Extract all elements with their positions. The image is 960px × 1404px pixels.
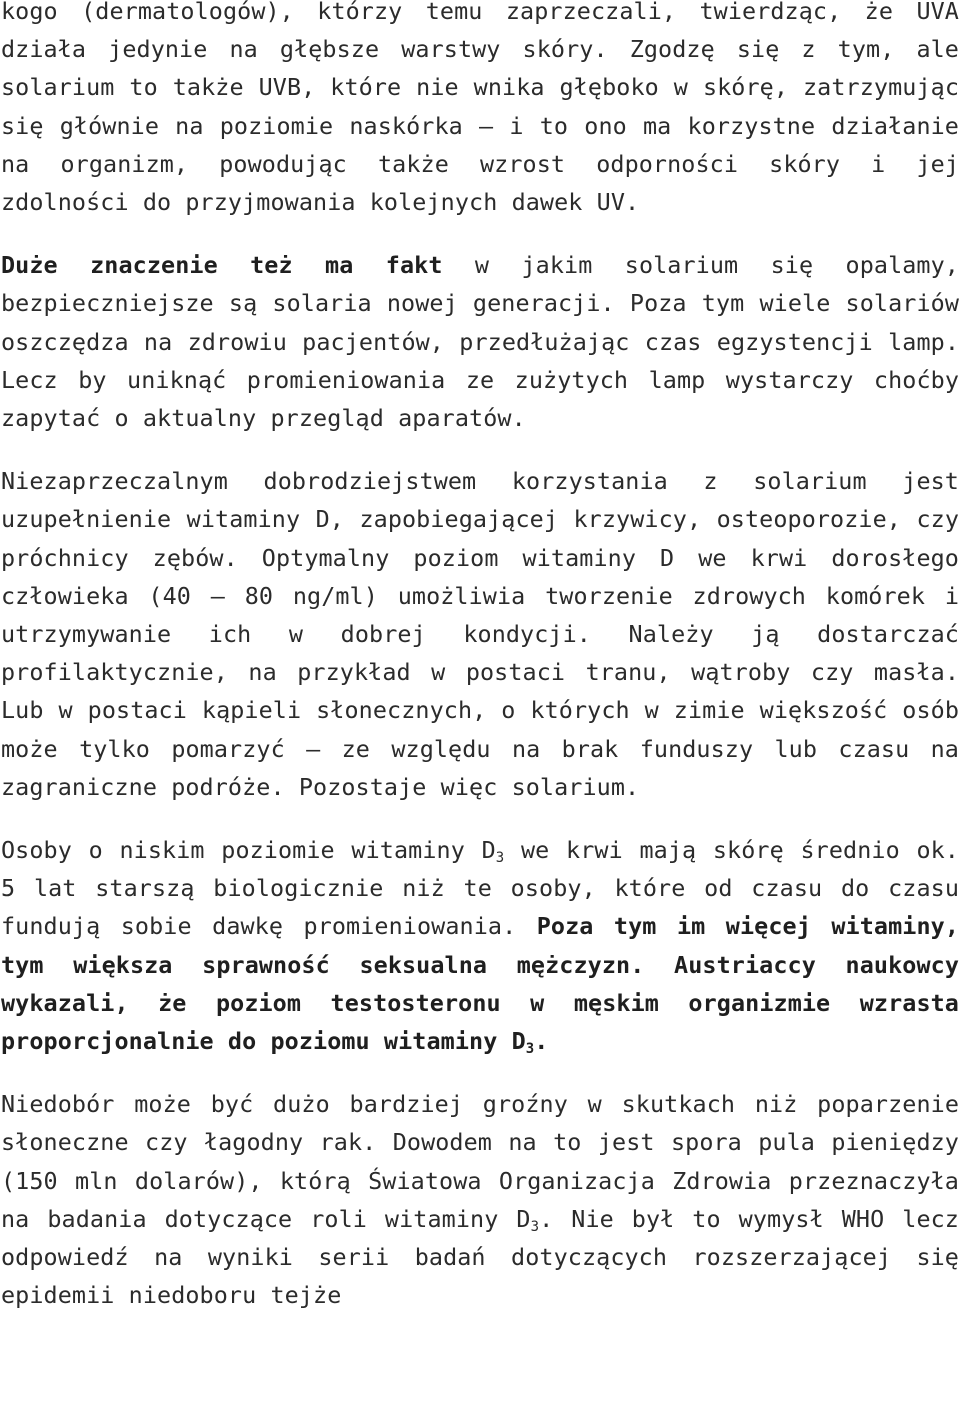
text-segment: kogo (dermatologów), którzy temu zaprzeczali, twierdząc, że UVA działa jedynie na głębsze warstwy skóry. Zgodzę się z tym, ale solarium to także UVB, które nie wnika głęboko w skórę, zatrzymując się głównie na poziomie naskórka – i to ono ma korzystne działanie na organizm, powodując także wzrost odporności skóry i jej zdolności do przyjmowania kolejnych dawek UV. <box>1 0 959 217</box>
bold-text-segment: Duże znaczenie też ma fakt <box>1 251 443 280</box>
paragraph <box>1 246 959 437</box>
article-body <box>1 0 959 1315</box>
paragraph <box>1 1085 959 1314</box>
subscript: 3 <box>525 1041 535 1058</box>
text-segment: Niedobór może być dużo bardziej groźny w skutkach niż poparzenie słoneczne czy łagodny rak. Dowodem na to jest spora pula pieniędzy (150 mln dolarów), którą Światowa Organizacja Zdrowia przeznaczyła na badania dotyczące roli witaminy D <box>1 1090 959 1233</box>
text-segment: w jakim solarium się opalamy, bezpieczniejsze są solaria nowej generacji. Poza tym wiele solariów oszczędza na zdrowiu pacjentów, przedłużając czas egzystencji lamp. Lecz by uniknąć promieniowania ze zużytych lamp wystarczy choćby zapytać o aktualny przegląd aparatów. <box>1 251 959 433</box>
paragraph <box>1 0 959 221</box>
paragraph <box>1 462 959 806</box>
bold-text-segment: Poza tym im więcej witaminy, tym większa sprawność seksualna mężczyzn. Austriaccy naukowcy wykazali, że poziom testosteronu w męskim organizmie wzrasta proporcjonalnie do poziomu witaminy D <box>1 912 959 1056</box>
paragraph <box>1 831 959 1060</box>
text-segment: we krwi mają skórę średnio ok. 5 lat starszą biologicznie niż te osoby, które od czasu do czasu fundują sobie dawkę promieniowania. <box>1 836 959 941</box>
subscript: 3 <box>530 1218 540 1235</box>
subscript: 3 <box>495 850 505 867</box>
bold-text-segment: . <box>534 1027 549 1056</box>
text-segment: . Nie był to wymysł WHO lecz odpowiedź na wyniki serii badań dotyczących rozszerzającej się epidemii niedoboru tejże <box>1 1204 959 1310</box>
text-segment: Niezaprzeczalnym dobrodziejstwem korzystania z solarium jest uzupełnienie witaminy D, zapobiegającej krzywicy, osteoporozie, czy próchnicy zębów. Optymalny poziom witaminy D we krwi dorosłego człowieka (40 – 80 ng/ml) umożliwia tworzenie zdrowych komórek i utrzymywanie ich w dobrej kondycji. Należy ją dostarczać profilaktycznie, na przykład w postaci tranu, wątroby czy masła. Lub w postaci kąpieli słonecznych, o których w zimie większość osób może tylko pomarzyć – ze względu na brak funduszy lub czasu na zagraniczne podróże. Pozostaje więc solarium. <box>1 467 959 801</box>
text-segment: Osoby o niskim poziomie witaminy D <box>1 836 496 865</box>
